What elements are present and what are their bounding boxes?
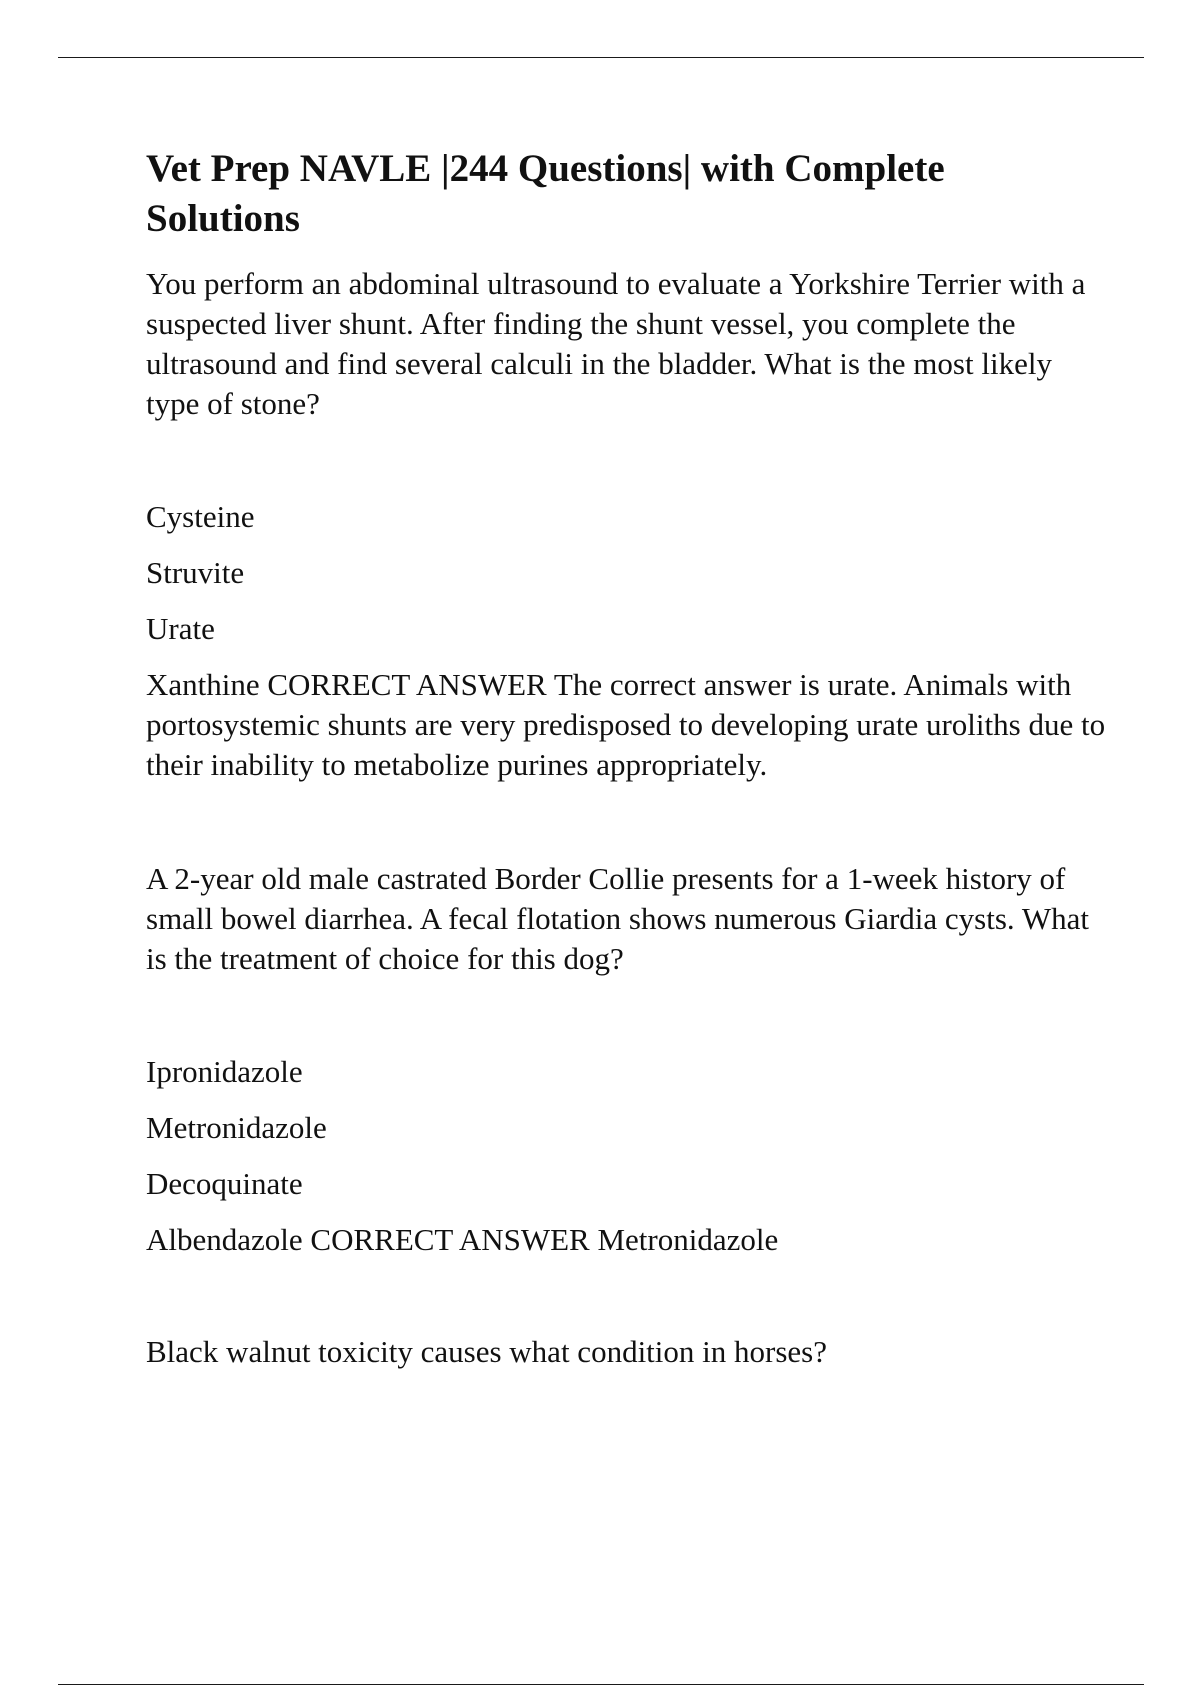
- answer-option: Decoquinate: [146, 1166, 303, 1201]
- answer-options: [146, 1052, 1106, 1260]
- question-block: [146, 1332, 1106, 1372]
- document-body: [146, 144, 1106, 1372]
- answer-option: Struvite: [146, 555, 245, 590]
- answer-options: [146, 497, 1106, 785]
- answer-option: Ipronidazole: [146, 1054, 303, 1089]
- question-text: A 2-year old male castrated Border Collie presents for a 1-week history of small bowel diarrhea. A fecal flotation shows numerous Giardia cysts. What is the treatment of choice for this dog?: [146, 861, 1089, 976]
- question-block: [146, 264, 1106, 785]
- question-text: Black walnut toxicity causes what condition in horses?: [146, 1334, 827, 1369]
- answer-option-with-solution: Xanthine CORRECT ANSWER The correct answer is urate. Animals with portosystemic shunts are very predisposed to developing urate uroliths due to their inability to metabolize purines appropriately.: [146, 667, 1106, 782]
- header-rule: [58, 57, 1144, 58]
- question-block: [146, 859, 1106, 1260]
- answer-option: Urate: [146, 611, 215, 646]
- answer-option-with-solution: Albendazole CORRECT ANSWER Metronidazole: [146, 1222, 779, 1257]
- answer-option: Metronidazole: [146, 1110, 327, 1145]
- question-text: You perform an abdominal ultrasound to evaluate a Yorkshire Terrier with a suspected liver shunt. After finding the shunt vessel, you complete the ultrasound and find several calculi in the bladder. What is the most likely type of stone?: [146, 266, 1086, 421]
- answer-option: Cysteine: [146, 499, 255, 534]
- document-title: Vet Prep NAVLE |244 Questions| with Complete Solutions: [146, 147, 945, 240]
- footer-rule: [58, 1684, 1144, 1685]
